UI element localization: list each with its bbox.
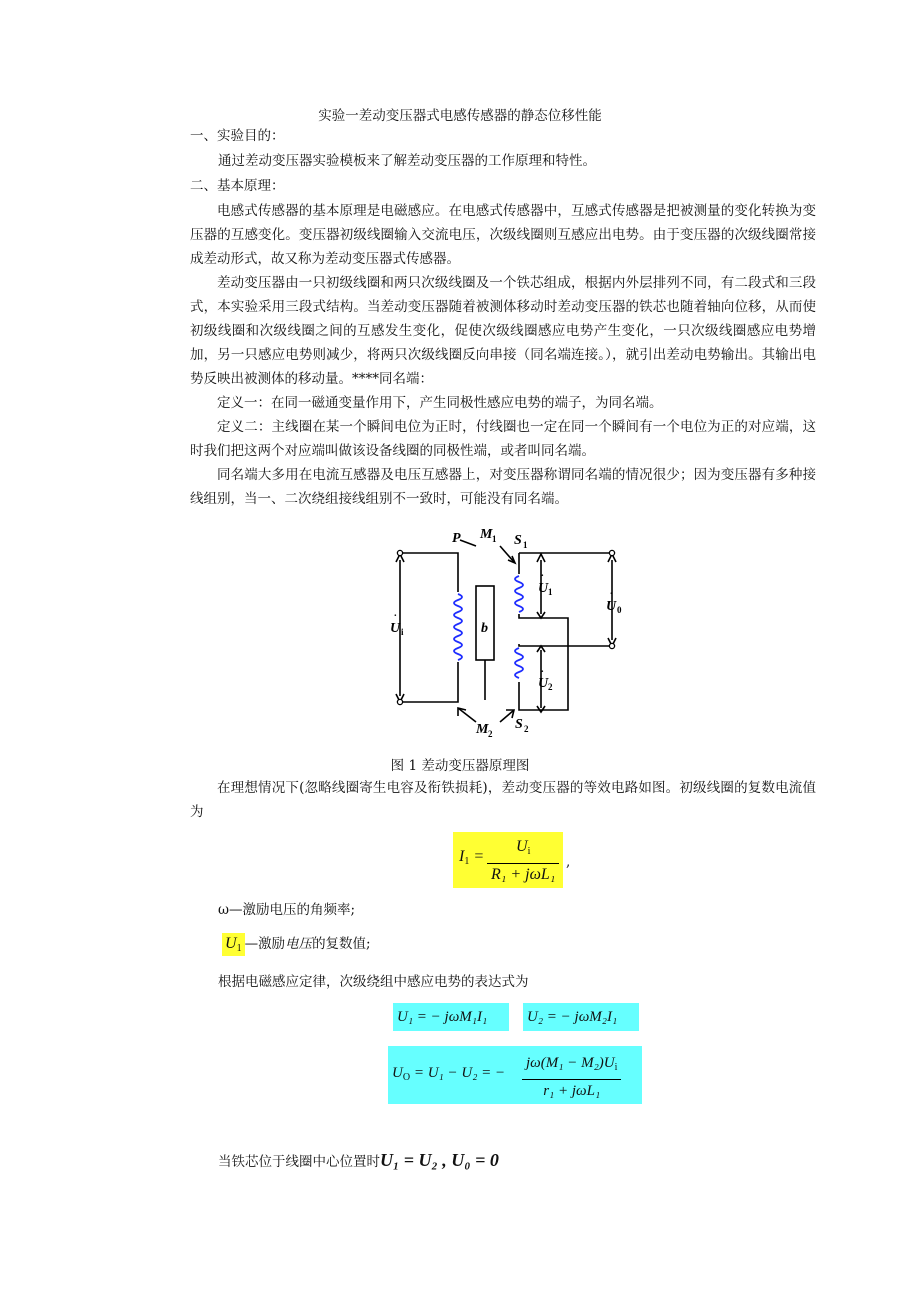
label-m2: M (476, 722, 489, 737)
omega-description: ω—激励电压的角频率; (218, 902, 356, 918)
paragraph-structure: 差动变压器由一只初级线圈和两只次级线圈及一个铁芯组成，根据内外层排列不同，有二段式和三段式，本实验采用三段式结构。当差动变压器随着被测体移动时差动变压器的铁芯也随着轴向位移，从而使初级线圈和次级线圈之间的互感发生变化，促使次级线圈感应电势产生变化，一只次级线圈感应电势增加，另一只感应电势则减少，将两只次级线圈反向串接（同名端连接。），就引出差动电势输出。其输出电势反映出被测体的移动量。****同名端： (190, 275, 816, 387)
transformer-diagram (388, 522, 638, 742)
label-ui: U (390, 621, 401, 636)
svg-text:i: i (401, 627, 404, 637)
svg-text:·: · (393, 609, 398, 624)
purpose-heading: 一、实验目的： (190, 128, 285, 144)
page-title: 实验一差动变压器式电感传感器的静态位移性能 (318, 108, 602, 124)
formula-output-voltage: $U_O = U_1 - U_2$ = − $j\omega(M_1 - M_2)U_i$ r₁ + jωL₁ (388, 1046, 642, 1104)
label-s2: S (515, 717, 523, 732)
paragraph-induced-emf: 根据电磁感应定律，次级绕组中感应电势的表达式为 (218, 974, 529, 990)
center-position-statement: 当铁芯位于线圈中心位置时U₁ = U₂ , U₀ = 0 (218, 1150, 499, 1170)
document-page: 实验一差动变压器式电感传感器的静态位移性能 一、实验目的： 通过差动变压器实验模板来了解差动变压器的工作原理和特性。 二、基本原理： 电感式传感器的基本原理是电磁感应。在电感式传感器中，互感式传感器是把被测量的变化转换为变压器的互感变化。变压器初级线圈输入交流电压，次级线圈则互感应出电势。由于变压器的次级线圈常接成差动形式，故又称为差动变压器式传感器。 差动变压器由一只初级线圈和两只次级线圈及一个铁芯组成，根据内外层排列不同，有二段式和三段式，本实验采用三段式结构。当差动变压器随着被测体移动时差动变压器的铁芯也随着轴向位移，从而使初级线圈和次级线圈之间的互感发生变化，促使次级线圈感应电势产生变化，一只次级线圈感应电势增加，另一只感应电势则减少，将两只次级线圈反向串接（同名端连接。），就引出差动电势输出。其输出电势反映出被测体的移动量。****同名端： 定义一：在同一磁通变量作用下，产生同极性感应电势的端子，为同名端。 定义二：主线圈在某一个瞬间电位为正时，付线圈也一定在同一个瞬间有一个电位为正的对应端，这时我们把这两个对应端叫做该设备线圈的同极性端，或者叫同名端。 同名端大多用在电流互感器及电压互感器上，对变压器称谓同名端的情况很少；因为变压器有多种接线组别，当一、二次绕组接线组别不一致时，可能没有同名端。 P M 1 S 1 U 1 U 0 U i b U 2 M 2 S 2 · · · · 图 1 差动变压器原理图 在理想情况下(忽略线圈寄生电容及衔铁损耗)，差动变压器的等效电路如图。初级线圈的复数电流值为 $I_1$ = $U_i$ R₁ + jωL₁ , ω—激励电压的角频率; $U_1$ —激励电压的复数值; 根据电磁感应定律，次级绕组中感应电势的表达式为 U₁ = − jωM₁I₁ U₂ = − jωM₂I₁ $U_O = U_1 - U_2$ = − $j\omega(M_1 - M_2)U_i$ r₁ + jωL₁ 当铁芯位于线圈中心位置时U₁ = U₂ , U₀ = 0 (0, 0, 920, 1302)
paragraph-basic-principle: 电感式传感器的基本原理是电磁感应。在电感式传感器中，互感式传感器是把被测量的变化转换为变压器的互感变化。变压器初级线圈输入交流电压，次级线圈则互感应出电势。由于变压器的次级线圈常接成差动形式，故又称为差动变压器式传感器。 (190, 203, 816, 267)
formula-u2: U₂ = − jωM₂I₁ (523, 1003, 639, 1031)
svg-text:1: 1 (523, 540, 528, 550)
label-m1: M (480, 527, 493, 542)
u1-description: $U_1$ —激励电压的复数值; (222, 932, 371, 956)
formula-u1: U₁ = − jωM₁I₁ (393, 1003, 509, 1031)
svg-text:1: 1 (548, 587, 553, 597)
label-p: P (452, 531, 461, 546)
svg-text:·: · (609, 587, 614, 602)
svg-text:2: 2 (524, 724, 529, 734)
svg-text:2: 2 (548, 682, 553, 692)
label-u2: U (538, 676, 549, 691)
svg-text:0: 0 (617, 605, 622, 615)
label-u1: U (538, 581, 549, 596)
label-core-b: b (481, 621, 488, 636)
svg-text:2: 2 (488, 729, 493, 739)
paragraph-ideal-case: 在理想情况下(忽略线圈寄生电容及衔铁损耗)，差动变压器的等效电路如图。初级线圈的复数电流值为 (190, 780, 816, 820)
svg-text:1: 1 (492, 534, 497, 544)
paragraph-dot-terminal: 同名端大多用在电流互感器及电压互感器上，对变压器称谓同名端的情况很少；因为变压器有多种接线组别，当一、二次绕组接线组别不一致时，可能没有同名端。 (190, 467, 816, 507)
purpose-text: 通过差动变压器实验模板来了解差动变压器的工作原理和特性。 (218, 153, 596, 169)
definition-one: 定义一：在同一磁通变量作用下，产生同极性感应电势的端子，为同名端。 (217, 395, 663, 411)
svg-text:·: · (540, 665, 545, 680)
formula-primary-current: $I_1$ = $U_i$ R₁ + jωL₁ (453, 832, 563, 888)
label-u0: U (606, 599, 617, 614)
definition-two: 定义二：主线圈在某一个瞬间电位为正时，付线圈也一定在同一个瞬间有一个电位为正的对应端，这时我们把这两个对应端叫做该设备线圈的同极性端，或者叫同名端。 (190, 419, 816, 459)
figure-caption: 图 1 差动变压器原理图 (390, 758, 530, 774)
svg-text:·: · (540, 569, 545, 584)
label-s1: S (514, 533, 522, 548)
principle-heading: 二、基本原理： (190, 178, 285, 194)
